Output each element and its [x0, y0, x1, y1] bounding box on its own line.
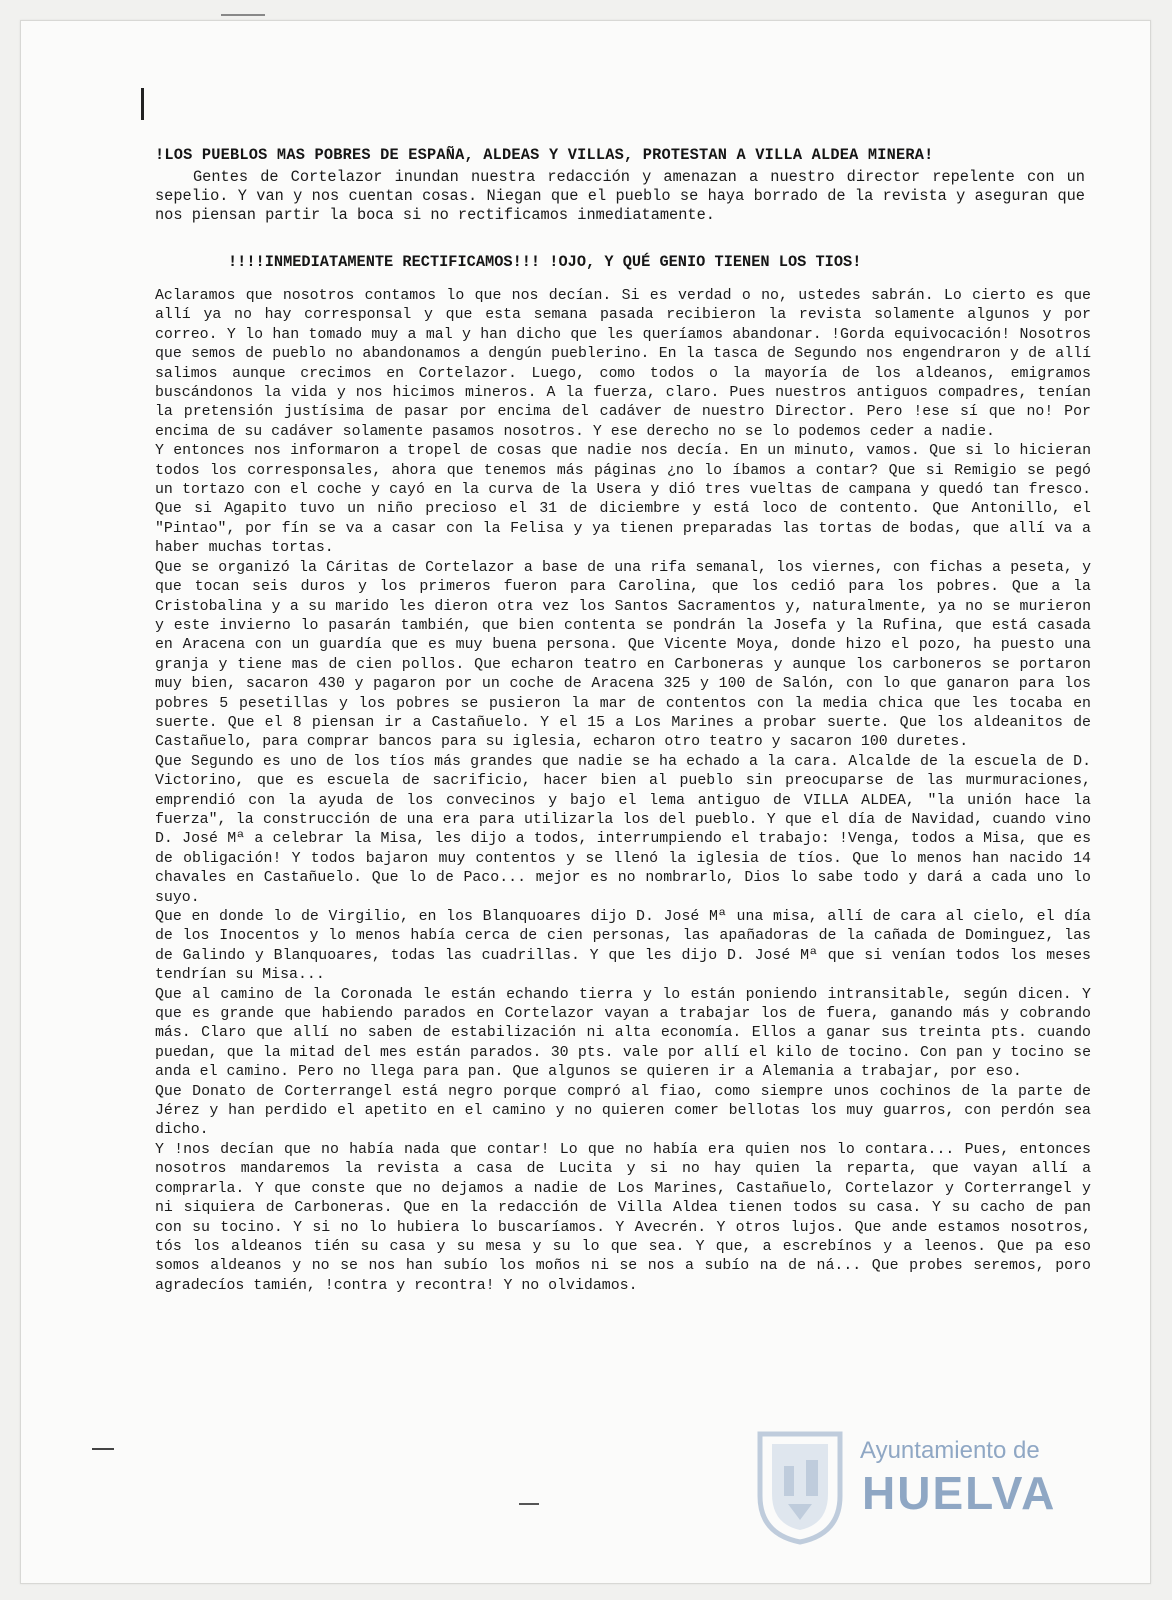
article-subtitle: !!!!INMEDIATAMENTE RECTIFICAMOS!!! !OJO, Y QUÉ GENIO TIENEN LOS TIOS! [228, 253, 862, 271]
paragraph: Y !nos decían que no había nada que contar! Lo que no había era quien nos lo contara... Pues, entonces nosotros mandaremos la revista a casa de Lucita y si no hay quien la reparta, que vayan allí a comprarla. Y que conste que no dejamos a nadie de Los Marines, Castañuelo, Cortelazor y Corterrangel y ni siquiera de Carboneras. Que en la redacción de Villa Aldea tienen todos su casa. Y su cacho de pan con su tocino. Y si no lo hubiera lo buscaríamos. Y Avecrén. Y otros lujos. Que ande estamos nosotros, tós los aldeanos tién su casa y su mesa y su lo que sea. Y que, a escrebínos y a leenos. Que pa eso somos aldeanos y no se nos han subío los moños ni se nos a subío na de ná... Que probes seremos, poro agradecíos tamién, !contra y recontra! Y no olvidamos. [155, 1141, 1091, 1294]
paragraph: Que se organizó la Cáritas de Cortelazor a base de una rifa semanal, los viernes, con fichas a peseta, y que tocan seis duros y los primeros fueron para Carolina, que los cedió para los pobres. Que a la Cristobalina y a su marido les dieron otra vez los Santos Sacramentos y, naturalmente, ya no se murieron y este invierno lo pasarán también, que bien contenta se pondrán la Josefa y la Rufina, que está casada en Aracena con un guardía que es muy buena persona. Que Vicente Moya, donde hizo el pozo, ha puesto una granja y tiene mas de cien pollos. Que echaron teatro en Carboneras y aunque los carboneros se portaron muy bien, sacaron 430 y pagaron por un coche de Aracena 325 y 100 de Salón, con lo que ganaron para los pobres 5 pesetillas y los pobres se pusieron la mar de contentos con la media chica que les tocaba en suerte. Que el 8 piensan ir a Castañuelo. Y el 15 a Los Marines a probar suerte. Que los aldeanitos de Castañuelo, para comprar bancos para su iglesia, echaron otro teatro y sacaron 100 duretes. [155, 559, 1091, 751]
paragraph: Que al camino de la Coronada le están echando tierra y lo están poniendo intransitable, según dicen. Y que es grande que habiendo parados en Cortelazor vayan a trabajar los de fuera, ganando más y cobrando más. Claro que allí no saben de estabilización ni alta economía. Ellos a ganar sus treinta pts. cuando puedan, que la mitad del mes están parados. 30 pts. vale por allí el kilo de tocino. Con pan y tocino se anda el camino. Pero no llega para pan. Que algunos se quieren ir a Alemania a trabajar, por eso. [155, 986, 1091, 1081]
article-body [155, 287, 1091, 1296]
paragraph: Aclaramos que nosotros contamos lo que nos decían. Si es verdad o no, ustedes sabrán. Lo cierto es que allí ya no hay corresponsal y que esta semana pasada recibieron la revista solamente algunos y por correo. Y lo han tomado muy a mal y han dicho que les queríamos abandonar. !Gorda equivocación! Nosotros que semos de pueblo no abandonamos a dengún pueblerino. En la tasca de Segundo nos engendraron y de allí salimos aunque crecimos en Cortelazor. Luego, como todos o la mayoría de los aldeanos, emigramos buscándonos la vida y nos hicimos mineros. A la fuerza, claro. Pues nuestros antiguos compadres, tenían la pretensión justísima de pasar por encima del cadáver de nuestro Director. Pero !ese sí que no! Por encima de su cadáver solamente pasamos nosotros. Y ese derecho no se lo podemos ceder a nadie. [155, 288, 1091, 440]
paragraph: Y entonces nos informaron a tropel de cosas que nadie nos decía. En un minuto, vamos. Que si lo hicieran todos los corresponsales, ahora que tenemos más páginas ¿no lo íbamos a contar? Que si Remigio se pegó un tortazo con el coche y cayó en la curva de la Usera y dió tres vueltas de campana y quedó tan fresco. Que si Agapito tuvo un niño precioso el 31 de diciembre y está loco de contento. Que Antonillo, el "Pintao", por fín se va a casar con la Felisa y ya tienen preparadas las tortas de bodas, que allí va a haber muchas tortas. [155, 443, 1091, 557]
ink-mark-bottom-left [92, 1448, 114, 1450]
paragraph: Que en donde lo de Virgilio, en los Blanquoares dijo D. José Mª una misa, allí de cara al cielo, el día de los Inocentos y lo menos había cerca de cien personas, las apañadoras de la cañada de Dominguez, las de Galindo y Blanquoares, todas las cuadrillas. Y que les dijo D. José Mª que si venían todos los meses tendrían su Misa... [155, 909, 1091, 984]
article-intro: Gentes de Cortelazor inundan nuestra redacción y amenazan a nuestro director repelente con un sepelio. Y van y nos cuentan cosas. Niegan que el pueblo se haya borrado de la revista y aseguran que nos piensan partir la boca si no rectificamos inmediatamente. [155, 168, 1085, 224]
watermark-line2: HUELVA [862, 1467, 1057, 1519]
ink-mark-left [141, 88, 144, 120]
paragraph: Que Segundo es uno de los tíos más grandes que nadie se ha echado a la cara. Alcalde de la escuela de D. Victorino, que es escuela de sacrificio, hacer bien al pueblo sin preocuparse de las murmuraciones, emprendió con la ayuda de los convecinos y bajo el lema antiguo de VILLA ALDEA, "la unión hace la fuerza", la construcción de una era para utilizarla los del pueblo. Y que el día de Navidad, cuando vino D. José Mª a celebrar la Misa, les dijo a todos, interrumpiendo el trabajo: !Venga, todos a Misa, que es de obligación! Y todos bajaron muy contentos y se llenó la iglesia de tíos. Que lo menos han nacido 14 chavales en Castañuelo. Que lo de Paco... mejor es no nombrarlo, Dios lo sabe todo y dará a cada uno lo suyo. [155, 753, 1091, 906]
ink-mark-top [221, 14, 265, 16]
article-title: !LOS PUEBLOS MAS POBRES DE ESPAÑA, ALDEAS Y VILLAS, PROTESTAN A VILLA ALDEA MINERA! [155, 146, 934, 164]
ink-mark-bottom [519, 1503, 539, 1505]
watermark-line1: Ayuntamiento de [860, 1437, 1040, 1464]
paragraph: Que Donato de Corterrangel está negro porque compró al fiao, como siempre unos cochinos de la parte de Jérez y han perdido el apetito en el camino y no quieren comer bellotas los muy guarros, con perdón sea dicho. [155, 1083, 1091, 1139]
